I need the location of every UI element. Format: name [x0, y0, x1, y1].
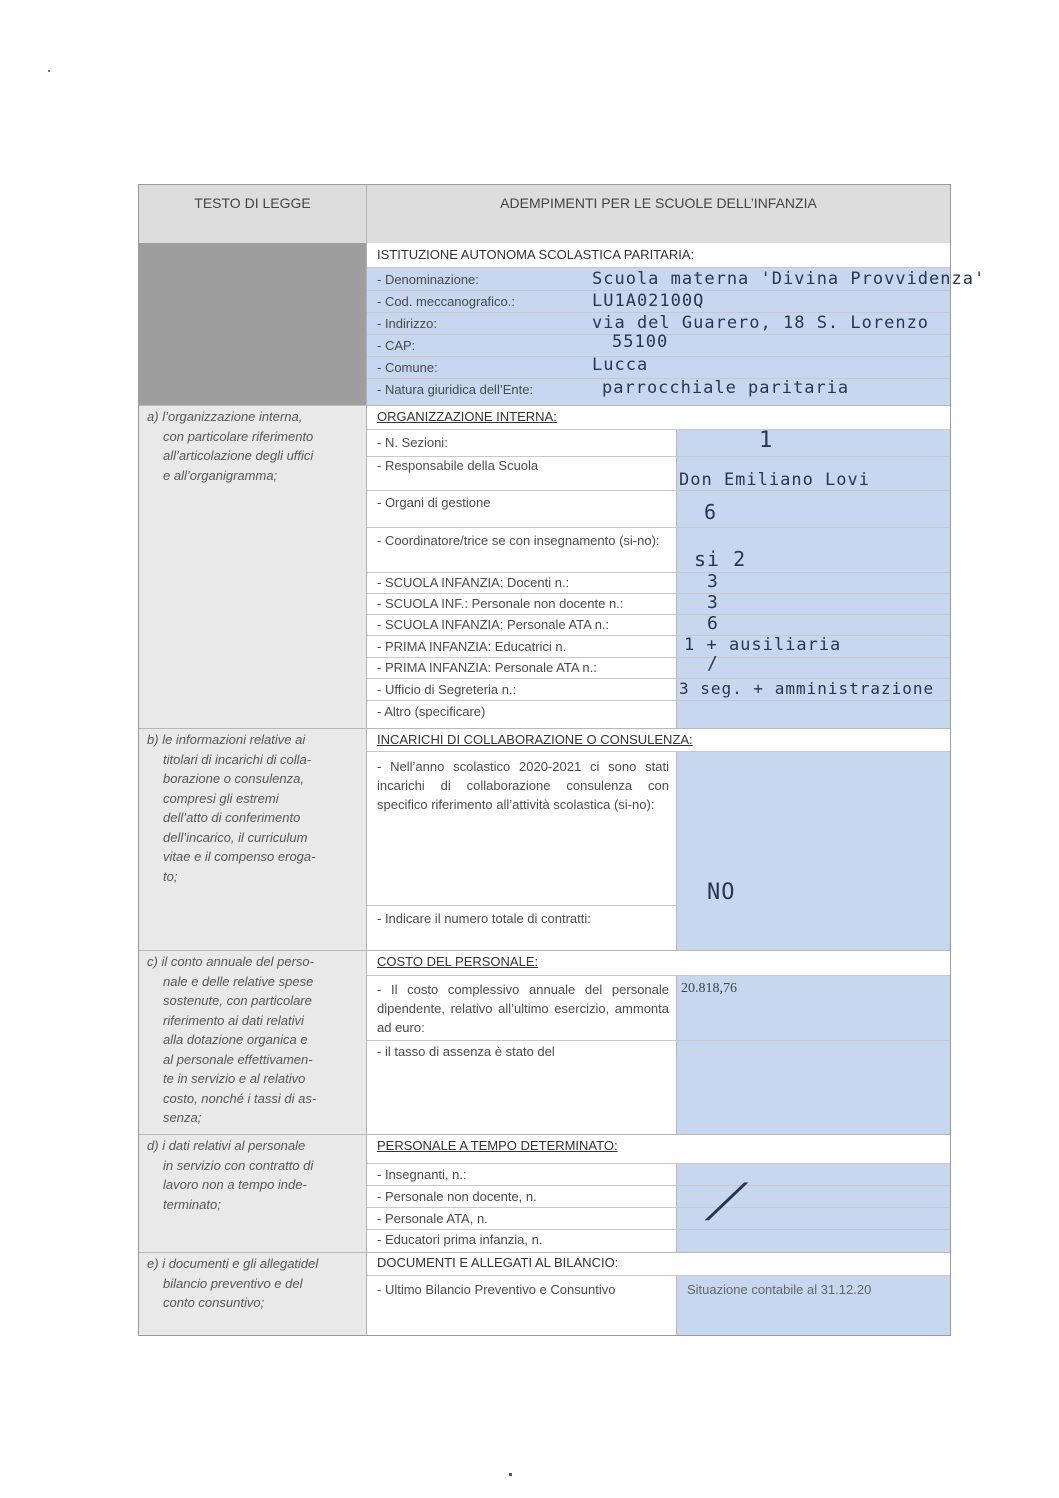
- costo-label: - Il costo complessivo annuale del personale dipendente, relativo all’ultimo esercizio, ammonta ad euro:: [377, 982, 669, 1035]
- law-e-line-1: bilancio preventivo e del: [163, 1275, 303, 1291]
- header-left-label: TESTO DI LEGGE: [194, 195, 311, 211]
- coordinatore-value: si 2: [694, 547, 747, 571]
- section-divider: [139, 728, 950, 729]
- law-d-line-1: in servizio con contratto di: [163, 1157, 314, 1173]
- law-text-b: [147, 730, 359, 886]
- law-b-line-1: titolari di incarichi di colla-: [163, 751, 312, 767]
- divider: [367, 1040, 950, 1041]
- law-c-line-5: al personale effettivamen-: [163, 1051, 313, 1067]
- ata-label: - SCUOLA INFANZIA: Personale ATA n.:: [377, 617, 610, 632]
- divider: [676, 430, 677, 728]
- law-letter-d: d): [147, 1138, 159, 1153]
- law-text-c: [147, 952, 359, 1128]
- cap-label: - CAP:: [377, 338, 416, 353]
- law-c-line-6: te in servizio e al relativo: [163, 1071, 306, 1086]
- divider: [676, 1276, 677, 1335]
- gray-filler-block: [139, 243, 367, 405]
- scan-speck: [48, 70, 50, 72]
- divider: [676, 752, 677, 950]
- istituzione-rows: [367, 268, 986, 405]
- law-e-line-0: i documenti e gli allegatidel: [162, 1256, 319, 1271]
- costo-values-bg: [677, 976, 950, 1134]
- segreteria-label: - Ufficio di Segreteria n.:: [377, 682, 517, 697]
- law-d-line-3: terminato;: [163, 1196, 221, 1212]
- cod-meccanografico-value: LU1A02100Q: [592, 291, 705, 311]
- scan-speck: [509, 1473, 512, 1476]
- incarichi-question: - Nell’anno scolastico 2020-2021 ci sono stati incarichi di collaborazione consulenza con specifico riferimento all’attività scolastica (si-no):: [377, 759, 669, 812]
- docenti-label: - SCUOLA INFANZIA: Docenti n.:: [377, 575, 570, 590]
- responsabile-label: - Responsabile della Scuola: [377, 458, 539, 473]
- law-text-d: [147, 1136, 359, 1214]
- personale-non-docente-label: - Personale non docente, n.: [377, 1189, 537, 1204]
- responsabile-value: Don Emiliano Lovi: [679, 470, 870, 490]
- divider: [676, 1164, 677, 1252]
- law-e-line-2: conto consuntivo;: [163, 1295, 265, 1310]
- incarichi-title: INCARICHI DI COLLABORAZIONE O CONSULENZA:: [377, 732, 693, 747]
- divider: [676, 976, 677, 1134]
- law-c-line-8: senza;: [163, 1110, 202, 1125]
- law-letter-b: b): [147, 732, 159, 747]
- n-sezioni-value: 1: [759, 428, 774, 453]
- section-divider: [139, 950, 950, 951]
- segreteria-value: 3 seg. + amministrazione: [679, 679, 935, 698]
- educatrici-label: - PRIMA INFANZIA: Educatrici n.: [377, 639, 567, 654]
- divider: [367, 456, 950, 457]
- header-left-cell: [139, 185, 367, 243]
- divider: [367, 1185, 950, 1186]
- law-letter-a: a): [147, 409, 159, 424]
- denominazione-label: - Denominazione:: [377, 272, 479, 287]
- law-c-line-1: nale e delle relative spese: [163, 973, 314, 989]
- istituzione-title: ISTITUZIONE AUTONOMA SCOLASTICA PARITARIA:: [377, 247, 695, 262]
- law-b-line-5: dell’incarico, il curriculum: [163, 829, 308, 845]
- altro-label: - Altro (specificare): [377, 704, 486, 719]
- cod-meccanografico-label: - Cod. meccanografico.:: [377, 294, 516, 309]
- compliance-form: [138, 184, 986, 1336]
- law-b-line-4: dell’atto di conferimento: [163, 810, 301, 825]
- docenti-value: 3: [707, 571, 719, 592]
- ata-value: 6: [707, 613, 719, 634]
- costo-value: 20.818,76: [681, 981, 737, 996]
- bilancio-label: - Ultimo Bilancio Preventivo e Consuntivo: [377, 1282, 616, 1297]
- divider: [367, 700, 950, 701]
- costo-title: COSTO DEL PERSONALE:: [377, 954, 539, 969]
- law-letter-e: e): [147, 1256, 159, 1271]
- prima-infanzia-ata-value: /: [707, 653, 719, 674]
- law-b-line-7: to;: [163, 868, 178, 884]
- law-b-line-3: compresi gli estremi: [163, 790, 279, 806]
- law-c-line-3: riferimento ai dati relativi: [163, 1012, 304, 1028]
- divider: [367, 614, 950, 615]
- natura-giuridica-value: parrocchiale paritaria: [602, 378, 850, 398]
- tempo-determinato-title: PERSONALE A TEMPO DETERMINATO:: [377, 1138, 618, 1153]
- bilancio-value: Situazione contabile al 31.12.20: [687, 1282, 872, 1297]
- law-a-line-0: l’organizzazione interna,: [162, 409, 303, 424]
- divider: [367, 1207, 950, 1208]
- law-b-line-2: borazione o consulenza,: [163, 771, 304, 786]
- cap-value: 55100: [612, 332, 669, 352]
- law-d-line-0: i dati relativi al personale: [162, 1138, 306, 1153]
- natura-giuridica-label: - Natura giuridica dell’Ente:: [377, 382, 534, 397]
- n-sezioni-label: - N. Sezioni:: [377, 435, 448, 450]
- divider: [367, 635, 950, 636]
- non-docente-value: 3: [707, 592, 719, 613]
- indirizzo-label: - Indirizzo:: [377, 316, 437, 331]
- law-b-line-0: le informazioni relative ai: [162, 732, 306, 747]
- tasso-assenza-label: - il tasso di assenza è stato del: [377, 1044, 555, 1059]
- divider: [367, 490, 950, 491]
- personale-ata-label: - Personale ATA, n.: [377, 1211, 488, 1226]
- divider: [367, 527, 950, 528]
- law-text-e: [147, 1254, 359, 1313]
- law-c-line-7: costo, nonché i tassi di as-: [163, 1090, 317, 1106]
- insegnanti-label: - Insegnanti, n.:: [377, 1167, 467, 1182]
- divider: [367, 593, 950, 594]
- law-letter-c: c): [147, 954, 158, 969]
- organi-gestione-label: - Organi di gestione: [377, 495, 491, 510]
- law-a-line-3: e all’organigramma;: [163, 467, 278, 483]
- indirizzo-value: via del Guarero, 18 S. Lorenzo: [592, 313, 930, 333]
- law-text-a: [147, 407, 359, 485]
- organi-gestione-value: 6: [704, 500, 718, 524]
- law-a-line-2: all’articolazione degli uffici: [163, 448, 314, 463]
- non-docente-label: - SCUOLA INF.: Personale non docente n.:: [377, 596, 624, 611]
- column-divider: [366, 243, 367, 1335]
- contratti-label: - Indicare il numero totale di contratti:: [377, 911, 591, 926]
- divider: [367, 657, 950, 658]
- law-b-line-6: vitae e il compenso eroga-: [163, 849, 316, 864]
- section-divider: [139, 1134, 950, 1135]
- law-d-line-2: lavoro non a tempo inde-: [163, 1177, 307, 1192]
- header-right-cell: [367, 185, 950, 243]
- tempo-determinato-value: /: [698, 1173, 759, 1227]
- header-right-label: ADEMPIMENTI PER LE SCUOLE DELL’INFANZIA: [500, 195, 817, 211]
- divider: [367, 905, 677, 906]
- law-c-line-2: sostenute, con particolare: [163, 993, 312, 1008]
- section-divider: [139, 1252, 950, 1253]
- divider: [367, 356, 950, 357]
- educatori-label: - Educatori prima infanzia, n.: [377, 1232, 543, 1247]
- comune-label: - Comune:: [377, 360, 438, 375]
- prima-infanzia-ata-label: - PRIMA INFANZIA: Personale ATA n.:: [377, 660, 597, 675]
- documenti-title: DOCUMENTI E ALLEGATI AL BILANCIO:: [377, 1255, 619, 1270]
- law-c-line-0: il conto annuale del perso-: [161, 954, 314, 969]
- organizzazione-title: ORGANIZZAZIONE INTERNA:: [377, 409, 557, 424]
- law-a-line-1: con particolare riferimento: [163, 428, 314, 444]
- divider: [367, 1229, 950, 1230]
- incarichi-values-bg: [677, 752, 950, 950]
- law-c-line-4: alla dotazione organica e: [163, 1032, 308, 1047]
- section-divider: [139, 405, 950, 406]
- denominazione-value: Scuola materna 'Divina Provvidenza': [592, 269, 986, 289]
- incarichi-answer: NO: [707, 880, 736, 905]
- comune-value: Lucca: [592, 355, 649, 375]
- divider: [367, 572, 950, 573]
- educatrici-value: 1 + ausiliaria: [684, 635, 842, 655]
- coordinatore-label: - Coordinatore/trice se con insegnamento (si-no):: [377, 533, 660, 548]
